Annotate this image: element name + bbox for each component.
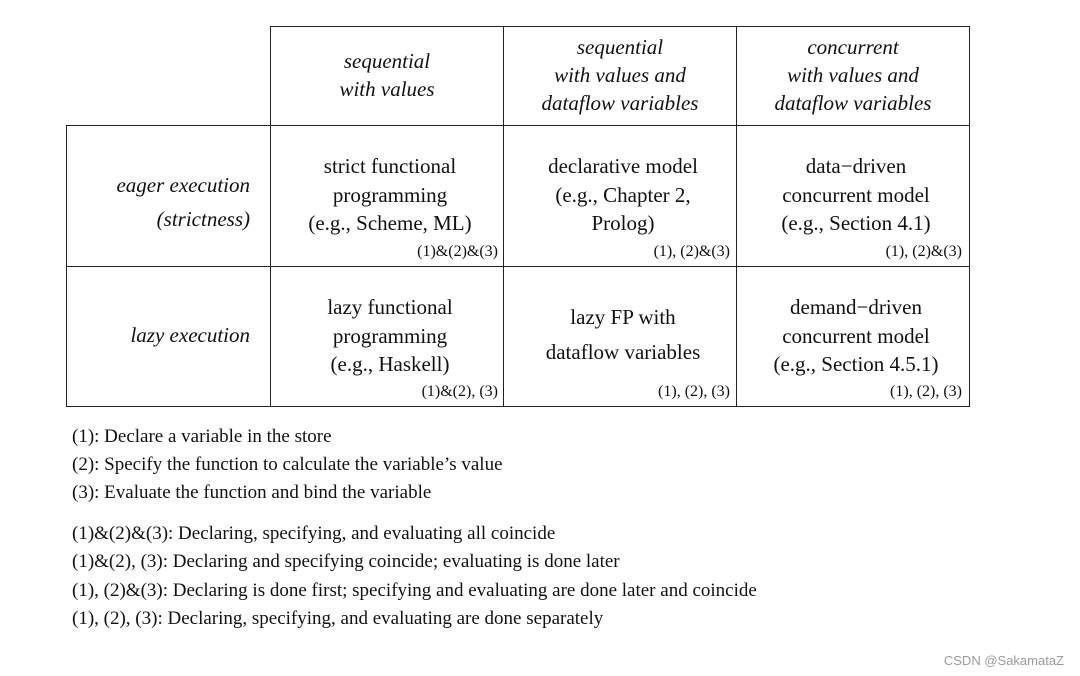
table-border-bottom — [66, 406, 970, 407]
cell-demand-driven: demand−driven concurrent model (e.g., Section 4.5.1) — [773, 295, 939, 376]
step-legend — [72, 423, 503, 507]
cell-tag: (1), (2)&(3) — [885, 243, 962, 260]
cell-lazy-fp-dataflow: lazy FP with dataflow variables — [545, 305, 701, 364]
cell-strict-functional: strict functional programming (e.g., Scheme, ML) — [308, 154, 472, 235]
legend-line: (1), (2), (3): Declaring, specifying, and evaluating are done separately — [72, 607, 604, 629]
legend-line: (3): Evaluate the function and bind the variable — [72, 482, 432, 503]
column-header-sequential-values: sequential with values — [339, 49, 435, 101]
cell-lazy-functional: lazy functional programming (e.g., Haskell) — [327, 295, 453, 376]
row-header-lazy: lazy execution — [130, 323, 250, 347]
table-rule-middle — [66, 266, 970, 267]
cell-tag: (1), (2), (3) — [658, 383, 730, 400]
legend-line: (1), (2)&(3): Declaring is done first; specifying and evaluating are done later and coincide — [72, 579, 757, 601]
legend-line: (2): Specify the function to calculate the variable’s value — [72, 454, 503, 475]
column-header-concurrent-dataflow: concurrent with values and dataflow variables — [774, 35, 932, 115]
row-header-eager: eager execution (strictness) — [116, 173, 250, 231]
legend-line: (1)&(2), (3): Declaring and specifying coincide; evaluating is done later — [72, 551, 620, 573]
legend-line: (1): Declare a variable in the store — [72, 426, 332, 447]
cell-tag: (1)&(2), (3) — [421, 383, 498, 400]
table-border-left — [66, 125, 67, 407]
cell-tag: (1)&(2)&(3) — [417, 243, 498, 260]
watermark: CSDN @SakamataZ — [943, 653, 1064, 668]
cell-tag: (1), (2)&(3) — [653, 243, 730, 260]
column-header-sequential-dataflow: sequential with values and dataflow variables — [541, 35, 699, 115]
cell-tag: (1), (2), (3) — [890, 383, 962, 400]
table-border-top — [270, 26, 970, 27]
legend-line: (1)&(2)&(3): Declaring, specifying, and evaluating all coincide — [72, 523, 556, 544]
table-rule-header — [66, 125, 970, 126]
cell-declarative-model: declarative model (e.g., Chapter 2, Prolog) — [548, 154, 698, 235]
cell-data-driven: data−driven concurrent model (e.g., Section 4.1) — [781, 154, 931, 235]
combination-legend — [72, 520, 757, 633]
